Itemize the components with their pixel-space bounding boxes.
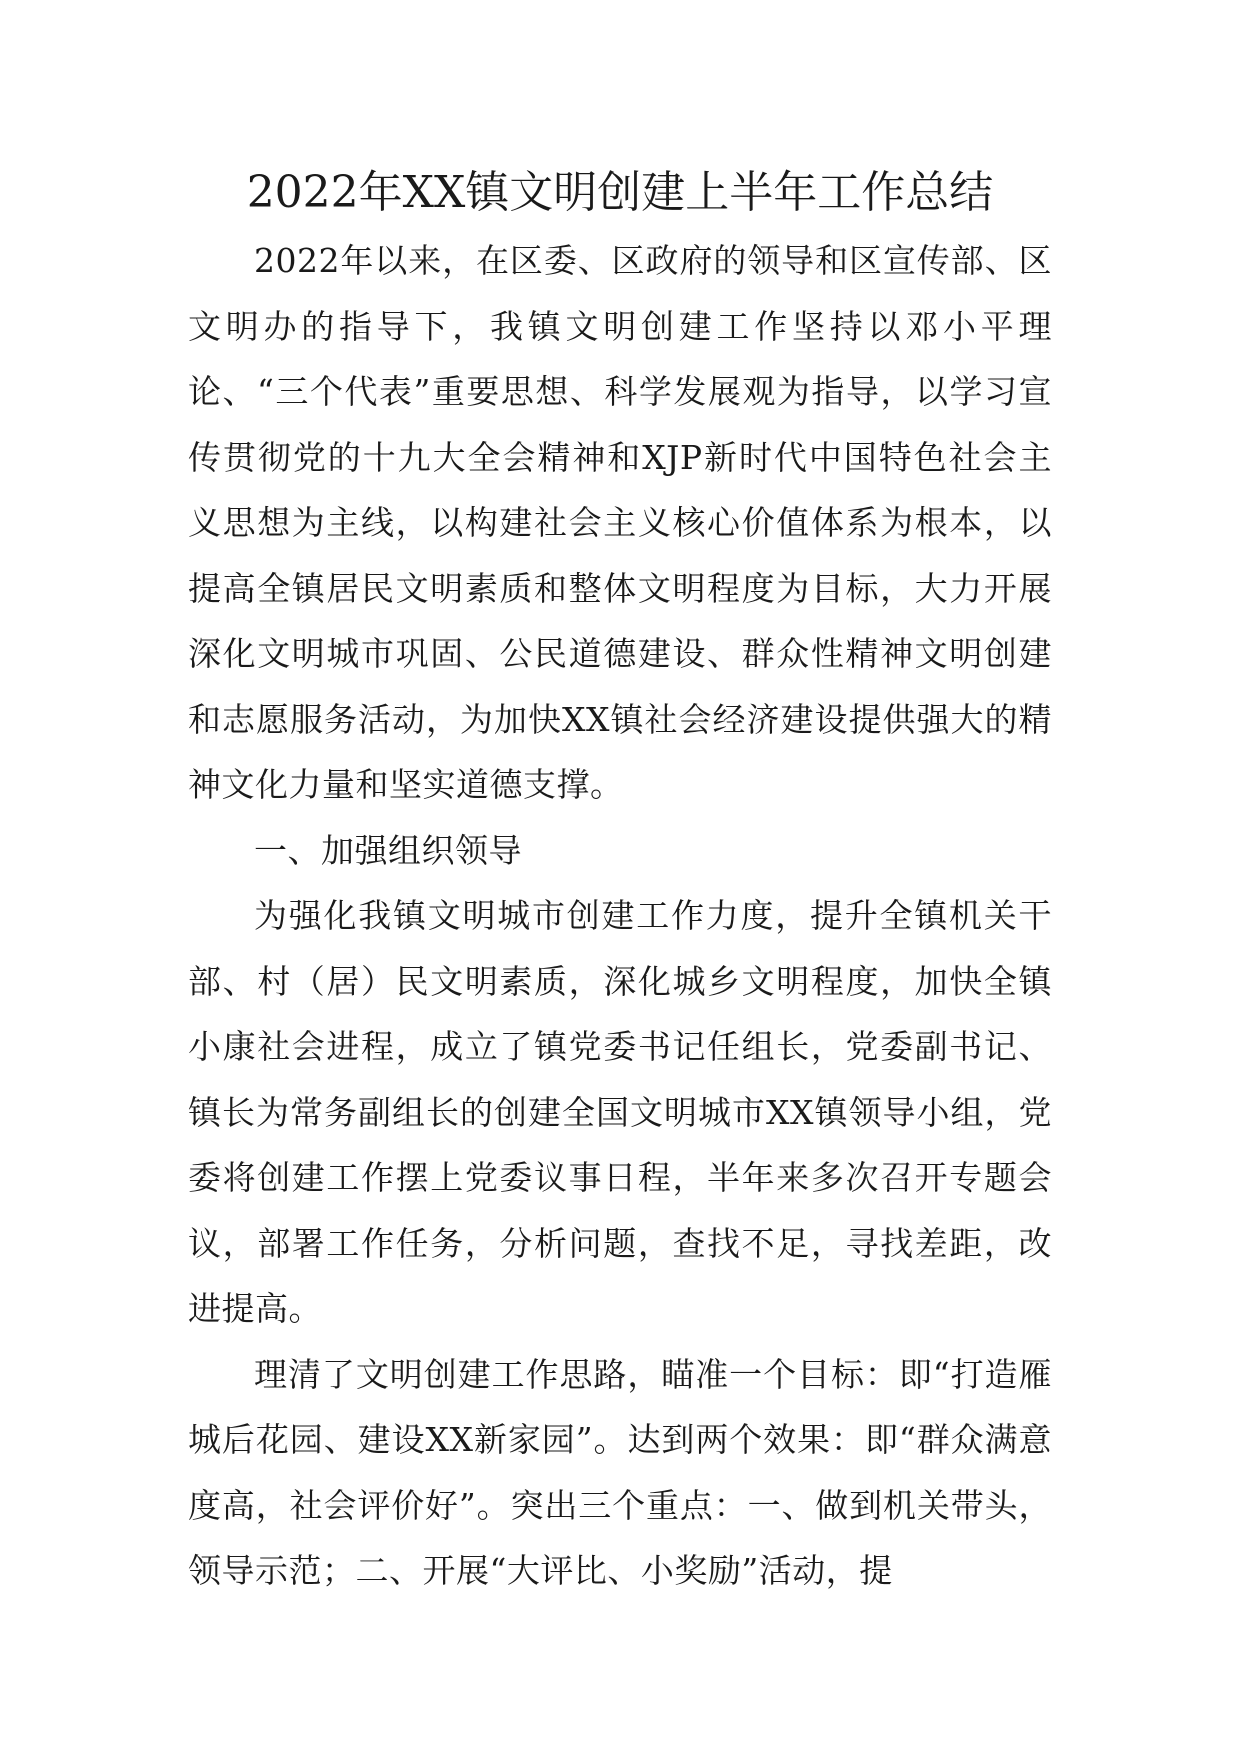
intro-paragraph: 2022年以来，在区委、区政府的领导和区宣传部、区文明办的指导下，我镇文明创建工作坚持以邓小平理论、“三个代表”重要思想、科学发展观为指导，以学习宣传贯彻党的十九大全会精神和XJP新时代中国特色社会主义思想为主线，以构建社会主义核心价值体系为根本，以提高全镇居民文明素质和整体文明程度为目标，大力开展深化文明城市巩固、公民道德建设、群众性精神文明创建和志愿服务活动，为加快XX镇社会经济建设提供强大的精神文化力量和坚实道德支撑。 bbox=[188, 241, 1052, 804]
section-1-paragraph-2: 理清了文明创建工作思路，瞄准一个目标：即“打造雁城后花园、建设XX新家园”。达到两个效果：即“群众满意度高，社会评价好”。突出三个重点：一、做到机关带头，领导示范；二、开展“大评比、小奖励”活动，提 bbox=[188, 1354, 1052, 1590]
document-title: 2022年XX镇文明创建上半年工作总结 bbox=[246, 167, 994, 218]
section-heading-1: 一、加强组织领导 bbox=[254, 830, 522, 870]
document-page bbox=[188, 160, 1052, 1604]
section-1-paragraph-1: 为强化我镇文明城市创建工作力度，提升全镇机关干部、村（居）民文明素质，深化城乡文明程度，加快全镇小康社会进程，成立了镇党委书记任组长，党委副书记、镇长为常务副组长的创建全国文明城市XX镇领导小组，党委将创建工作摆上党委议事日程，半年来多次召开专题会议，部署工作任务，分析问题，查找不足，寻找差距，改进提高。 bbox=[188, 896, 1052, 1328]
